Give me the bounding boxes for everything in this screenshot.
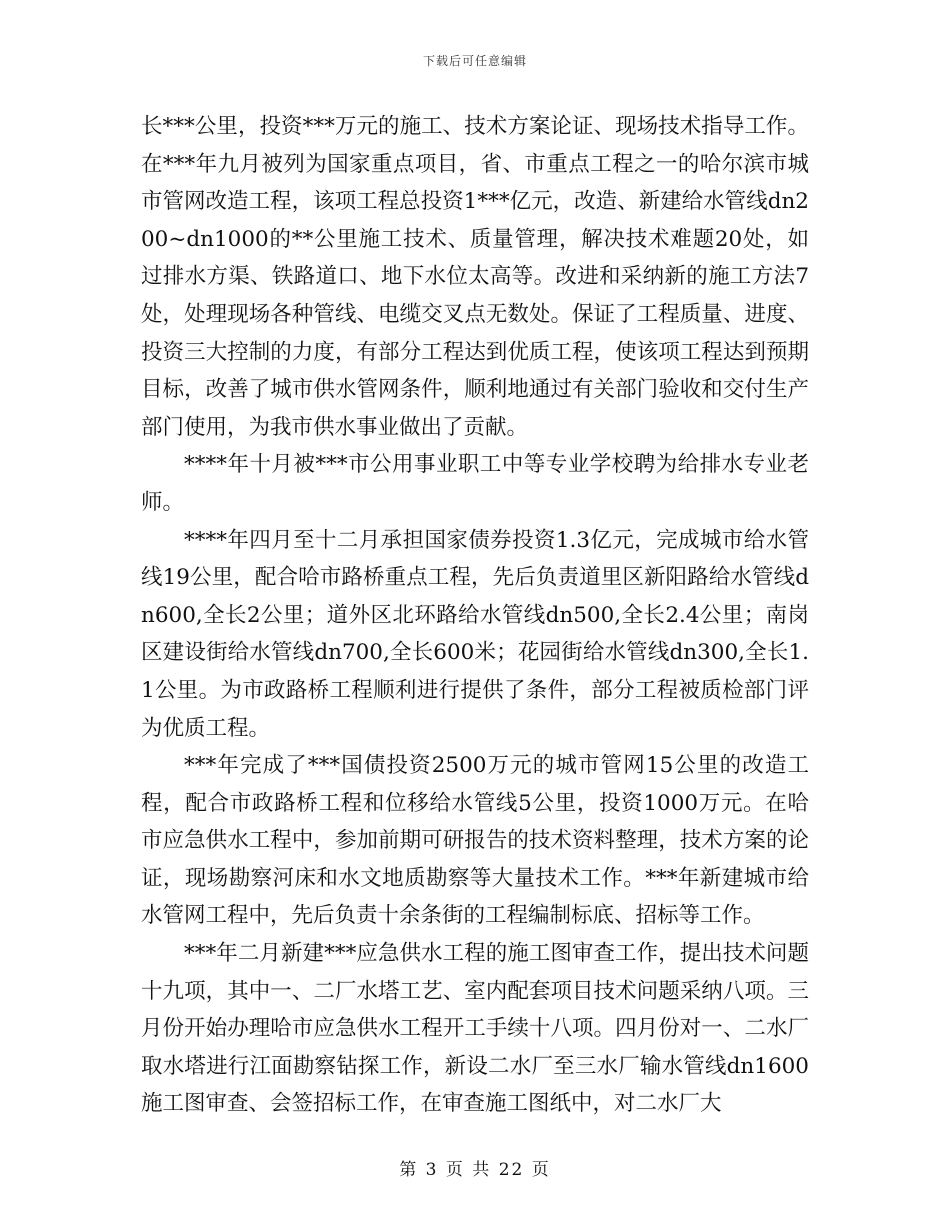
body-text xyxy=(141,108,809,1123)
page-header: 下载后可任意编辑 xyxy=(422,54,527,68)
paragraph-3: ****年四月至十二月承担国家债券投资1.3亿元，完成城市给水管线19公里，配合哈市路桥重点工程，先后负责道里区新阳路给水管线dn600,全长2公里；道外区北环路给水管线dn500,全长2.4公里；南岗区建设街给水管线dn700,全长600米；花园街给水管线dn300,全长1.1公里。为市政路桥工程顺利进行提供了条件，部分工程被质检部门评为优质工程。 xyxy=(141,527,809,741)
paragraph-5: ***年二月新建***应急供水工程的施工图审查工作，提出技术问题十九项，其中一、二厂水塔工艺、室内配套项目技术问题采纳八项。三月份开始办理哈市应急供水工程开工手续十八项。四月份对一、二水厂取水塔进行江面勘察钻探工作，新设二水厂至三水厂输水管线dn1600施工图审查、会签招标工作，在审查施工图纸中，对二水厂大 xyxy=(141,941,809,1117)
page-footer: 第 3 页 共 22 页 xyxy=(399,1160,551,1180)
paragraph-1: 长***公里，投资***万元的施工、技术方案论证、现场技术指导工作。在***年九月被列为国家重点项目，省、市重点工程之一的哈尔滨市城市管网改造工程，该项工程总投资1***亿元，改造、新建给水管线dn200~dn1000的**公里施工技术、质量管理，解决技术难题20处，如过排水方渠、铁路道口、地下水位太高等。改进和采纳新的施工方法7处，处理现场各种管线、电缆交叉点无数处。保证了工程质量、进度、投资三大控制的力度，有部分工程达到优质工程，使该项工程达到预期目标，改善了城市供水管网条件，顺利地通过有关部门验收和交付生产部门使用，为我市供水事业做出了贡献。 xyxy=(141,114,809,440)
paragraph-4: ***年完成了***国债投资2500万元的城市管网15公里的改造工程，配合市政路桥工程和位移给水管线5公里，投资1000万元。在哈市应急供水工程中，参加前期可研报告的技术资料整理，技术方案的论证，现场勘察河床和水文地质勘察等大量技术工作。***年新建城市给水管网工程中，先后负责十余条街的工程编制标底、招标等工作。 xyxy=(141,753,809,929)
paragraph-2: ****年十月被***市公用事业职工中等专业学校聘为给排水专业老师。 xyxy=(141,452,809,515)
